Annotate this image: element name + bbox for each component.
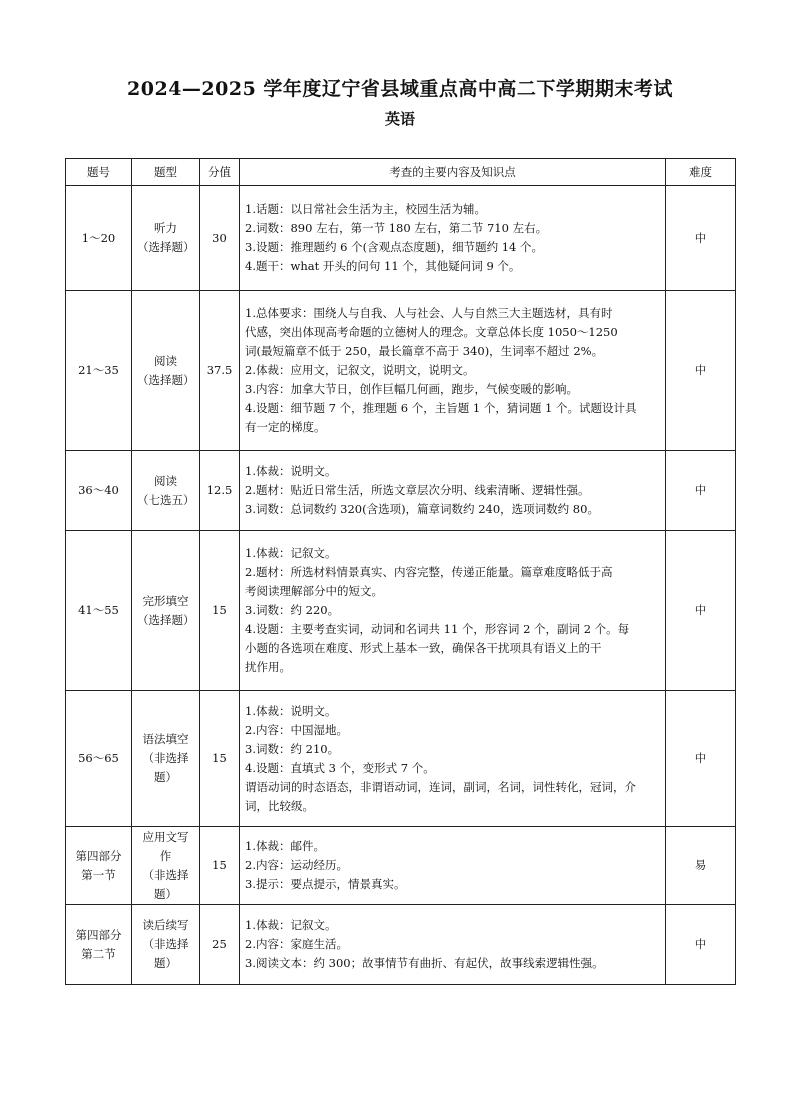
question-number-cell: 21～35 bbox=[66, 291, 132, 451]
question-type-note: （选择题） bbox=[137, 612, 195, 627]
header-content: 考查的主要内容及知识点 bbox=[240, 159, 666, 186]
difficulty-cell: 中 bbox=[666, 905, 736, 985]
question-type: 读后续写 bbox=[142, 918, 189, 932]
exam-structure-table bbox=[65, 158, 736, 985]
content-line: 2.内容：中国湿地。 bbox=[245, 722, 348, 737]
difficulty-cell: 中 bbox=[666, 451, 736, 531]
page-subtitle: 英语 bbox=[384, 110, 415, 128]
difficulty-cell: 中 bbox=[666, 531, 736, 691]
content-line: 词(最短篇章不低于 250，最长篇章不高于 340)，生词率不超过 2%。 bbox=[245, 344, 604, 358]
header-question-number: 题号 bbox=[66, 159, 132, 186]
content-line: 代感，突出体现高考命题的立德树人的理念。文章总体长度 1050～1250 bbox=[245, 325, 618, 339]
difficulty-cell: 易 bbox=[666, 827, 736, 905]
content-cell bbox=[240, 186, 666, 291]
table-row bbox=[66, 186, 736, 291]
table-row bbox=[66, 531, 736, 691]
header-score: 分值 bbox=[200, 159, 240, 186]
question-number-cell: 56～65 bbox=[66, 691, 132, 827]
content-line: 谓语动词的时态语态，非谓语动词，连词，副词，名词，词性转化，冠词，介 bbox=[245, 779, 636, 794]
difficulty-cell: 中 bbox=[666, 691, 736, 827]
content-line: 2.内容：运动经历。 bbox=[245, 858, 348, 872]
table-row bbox=[66, 291, 736, 451]
question-type: 应用文写作 bbox=[142, 829, 189, 863]
table-header-row bbox=[66, 159, 736, 186]
question-type-note: （非选择题） bbox=[142, 867, 189, 901]
content-line: 2.体裁：应用文，记叙文，说明文，说明文。 bbox=[245, 363, 475, 377]
difficulty-cell: 中 bbox=[666, 291, 736, 451]
content-line: 4.设题：细节题 7 个，推理题 6 个，主旨题 1 个，猜词题 1 个。试题设计具 bbox=[245, 401, 637, 415]
question-type: 听力 bbox=[154, 221, 177, 235]
question-type-cell bbox=[132, 531, 200, 691]
table-row bbox=[66, 691, 736, 827]
content-line: 1.话题：以日常社会生活为主，校园生活为辅。 bbox=[245, 202, 486, 216]
score-cell: 15 bbox=[200, 691, 240, 827]
content-line: 3.阅读文本：约 300；故事情节有曲折、有起伏，故事线索逻辑性强。 bbox=[245, 956, 604, 970]
content-cell bbox=[240, 291, 666, 451]
question-type-cell bbox=[132, 451, 200, 531]
content-line: 考阅读理解部分中的短文。 bbox=[245, 584, 383, 598]
section-label: 第一节 bbox=[81, 867, 116, 882]
content-line: 3.词数：总词数约 320(含选项)，篇章词数约 240，选项词数约 80。 bbox=[245, 502, 599, 516]
content-cell bbox=[240, 827, 666, 905]
content-cell bbox=[240, 451, 666, 531]
score-cell: 15 bbox=[200, 827, 240, 905]
content-line: 1.体裁：说明文。 bbox=[245, 464, 337, 478]
content-line: 1.体裁：记叙文。 bbox=[245, 918, 337, 932]
question-type: 语法填空 bbox=[142, 732, 189, 746]
question-type-cell bbox=[132, 827, 200, 905]
question-number-cell bbox=[66, 905, 132, 985]
question-number-cell bbox=[66, 827, 132, 905]
header-difficulty: 难度 bbox=[666, 159, 736, 186]
header-question-type: 题型 bbox=[132, 159, 200, 186]
content-line: 3.提示：要点提示，情景真实。 bbox=[245, 877, 406, 891]
question-type: 阅读 bbox=[154, 353, 177, 368]
content-line: 有一定的梯度。 bbox=[245, 420, 326, 434]
part-label: 第四部分 bbox=[75, 848, 122, 863]
question-type-cell bbox=[132, 691, 200, 827]
content-line: 1.体裁：邮件。 bbox=[245, 839, 325, 853]
question-number-cell: 41～55 bbox=[66, 531, 132, 691]
question-type-note: （选择题） bbox=[137, 240, 195, 254]
content-line: 3.内容：加拿大节日，创作巨幅几何画，跑步，气候变暖的影响。 bbox=[245, 382, 578, 396]
content-cell bbox=[240, 531, 666, 691]
page-title: 2024—2025 学年度辽宁省县域重点高中高二下学期期末考试 bbox=[127, 78, 673, 100]
content-line: 4.题干：what 开头的问句 11 个，其他疑问词 9 个。 bbox=[245, 259, 521, 273]
content-line: 3.词数：约 220。 bbox=[245, 603, 340, 617]
content-line: 1.总体要求：围绕人与自我、人与社会、人与自然三大主题选材，具有时 bbox=[245, 306, 613, 320]
question-type-note: （非选择题） bbox=[142, 751, 189, 784]
question-type: 阅读 bbox=[154, 473, 177, 488]
question-type-note: （七选五） bbox=[137, 492, 195, 507]
score-cell: 25 bbox=[200, 905, 240, 985]
difficulty-cell: 中 bbox=[666, 186, 736, 291]
question-type-note: （非选择题） bbox=[142, 937, 189, 970]
score-cell: 37.5 bbox=[200, 291, 240, 451]
score-cell: 30 bbox=[200, 186, 240, 291]
content-cell bbox=[240, 905, 666, 985]
table-row bbox=[66, 827, 736, 905]
table-row bbox=[66, 451, 736, 531]
question-type-cell bbox=[132, 905, 200, 985]
content-line: 3.设题：推理题约 6 个(含观点态度题)，细节题约 14 个。 bbox=[245, 240, 544, 254]
content-line: 2.词数：890 左右，第一节 180 左右，第二节 710 左右。 bbox=[245, 221, 548, 235]
score-cell: 12.5 bbox=[200, 451, 240, 531]
content-line: 4.设题：主要考查实词，动词和名词共 11 个，形容词 2 个，副词 2 个。每 bbox=[245, 622, 630, 636]
content-line: 3.词数：约 210。 bbox=[245, 741, 340, 756]
content-line: 扰作用。 bbox=[245, 660, 291, 674]
section-label: 第二节 bbox=[81, 946, 116, 961]
content-line: 小题的各选项在难度、形式上基本一致，确保各干扰项具有语义上的干 bbox=[245, 641, 602, 655]
content-line: 1.体裁：记叙文。 bbox=[245, 546, 337, 560]
question-type-note: （选择题） bbox=[137, 372, 195, 387]
question-number-cell: 36～40 bbox=[66, 451, 132, 531]
content-line: 4.设题：直填式 3 个，变形式 7 个。 bbox=[245, 760, 435, 775]
content-line: 2.题材：贴近日常生活，所选文章层次分明、线索清晰、逻辑性强。 bbox=[245, 483, 590, 497]
content-line: 2.题材：所选材料情景真实、内容完整，传递正能量。篇章难度略低于高 bbox=[245, 565, 613, 579]
score-cell: 15 bbox=[200, 531, 240, 691]
part-label: 第四部分 bbox=[75, 927, 122, 942]
content-line: 1.体裁：说明文。 bbox=[245, 703, 337, 718]
question-type-cell bbox=[132, 186, 200, 291]
content-line: 词，比较级。 bbox=[245, 798, 314, 813]
content-line: 2.内容：家庭生活。 bbox=[245, 937, 348, 951]
question-type: 完形填空 bbox=[142, 593, 189, 608]
question-type-cell bbox=[132, 291, 200, 451]
content-cell bbox=[240, 691, 666, 827]
table-row bbox=[66, 905, 736, 985]
question-number-cell: 1～20 bbox=[66, 186, 132, 291]
